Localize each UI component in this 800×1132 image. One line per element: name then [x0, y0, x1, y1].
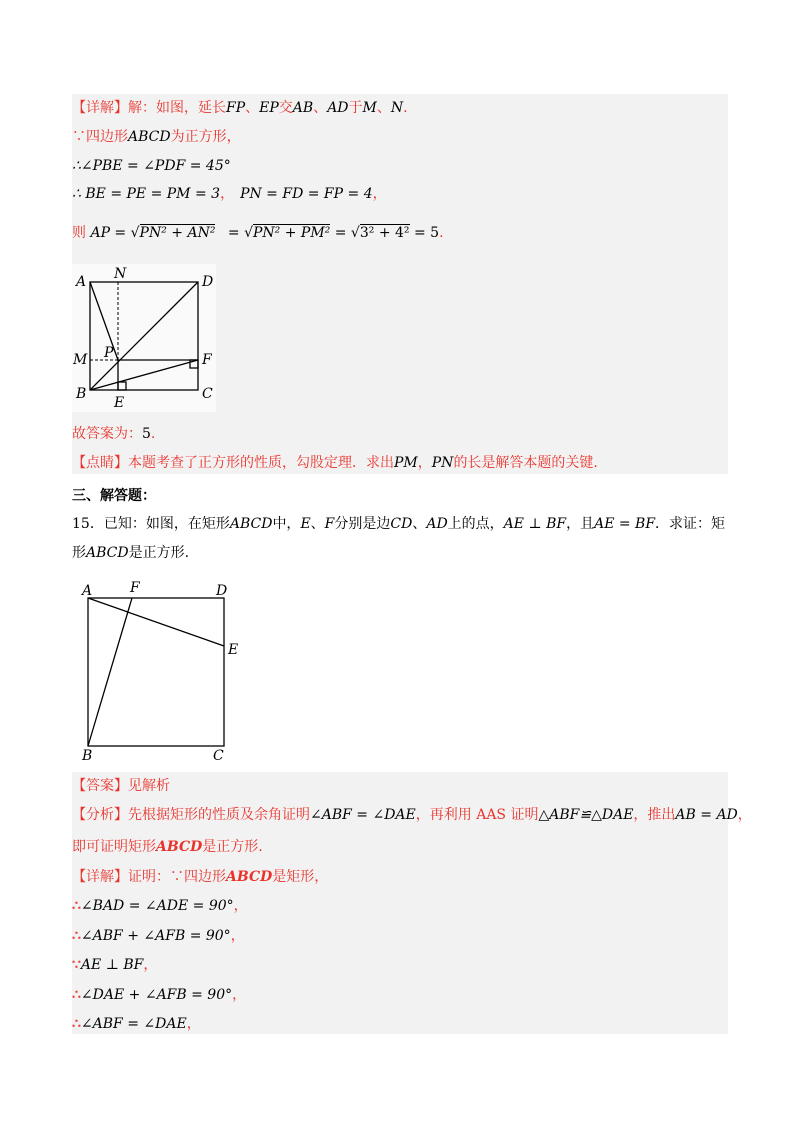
text: 证明：∵四边形 [128, 869, 226, 885]
analysis-line-2 [72, 837, 263, 857]
sqrt-1: √PN² + AN² [130, 225, 216, 241]
math: AD [327, 100, 349, 116]
problem-line-2 [72, 543, 189, 563]
label-D: D [202, 274, 214, 290]
label-A: A [76, 274, 87, 290]
label-D: D [216, 583, 228, 599]
math: ∠ABF = ∠DAE [80, 1016, 187, 1032]
sqrt-3: √3² + 4² [350, 225, 410, 241]
text: 是正方形. [128, 545, 190, 561]
math: ABCD [156, 839, 203, 855]
therefore-symbol: ∴ [72, 928, 81, 944]
text: 分别是边 [334, 516, 391, 532]
math: = [227, 225, 240, 241]
because-symbol: ∵ [72, 957, 81, 973]
text: 见解析 [128, 778, 170, 794]
analysis-line-1 [72, 805, 752, 825]
proof-step-1 [72, 896, 248, 916]
math: ∠ABF = ∠DAE [310, 807, 416, 823]
text: 、 [310, 516, 325, 532]
text: . [439, 225, 444, 241]
therefore-symbol: ∴ [72, 898, 81, 914]
text: ， [220, 186, 235, 202]
text: ，推出 [633, 807, 676, 823]
text: 先根据矩形的性质及余角证明 [128, 807, 310, 823]
label-N: N [114, 266, 127, 282]
math: CD [390, 516, 413, 532]
detail-line-2 [72, 127, 241, 147]
text: 的长是解答本题的关键. [453, 455, 598, 471]
radicand: PN² + AN² [139, 225, 216, 241]
text: ， [372, 186, 387, 202]
text: 上的点， [447, 516, 504, 532]
text: ∵四边形 [72, 129, 128, 145]
math: ∴∠PBE = ∠PDF = 45° [72, 158, 231, 174]
math: ABCD [229, 516, 273, 532]
math: ABCD [86, 545, 129, 561]
math: AE ⊥ BF [80, 957, 144, 973]
problem-line-1 [72, 514, 725, 534]
text: 、 [245, 100, 260, 116]
math: = [334, 225, 347, 241]
text: 形 [72, 545, 86, 561]
math: AE = BF [594, 516, 656, 532]
text: 是正方形. [202, 839, 263, 855]
detail-tag: 【详解】 [72, 869, 128, 885]
text: 15．已知：如图，在矩形 [72, 516, 230, 532]
text: 则 [72, 225, 86, 241]
math: AB = AD [675, 807, 738, 823]
math: PN = FD = FP = 4 [240, 186, 373, 202]
text: 是矩形， [272, 869, 329, 885]
text: ， [186, 1016, 201, 1032]
figure-rectangle-abcd-2 [76, 578, 246, 762]
radicand: PN² + PM² [253, 225, 331, 241]
text: 解：如图，延长 [128, 100, 226, 116]
text: ， [232, 987, 247, 1003]
math: AP = [90, 225, 127, 241]
math: PN [431, 455, 454, 471]
analysis-tag: 【分析】 [72, 807, 128, 823]
label-B: B [82, 748, 93, 762]
detail-line-3 [72, 156, 231, 176]
math: PM [394, 455, 418, 471]
text: 即可证明矩形 [72, 839, 156, 855]
proof-step-2 [72, 926, 245, 946]
text: 、 [412, 516, 427, 532]
text: . [150, 426, 156, 442]
label-M: M [73, 352, 88, 368]
text: ， [417, 455, 432, 471]
text: 故答案为： [72, 426, 142, 442]
therefore-symbol: ∴ [72, 987, 81, 1003]
proof-step-3 [72, 955, 157, 975]
math: N [390, 100, 404, 116]
text: 于 [348, 100, 363, 116]
section-title: 三、解答题： [72, 488, 156, 504]
math: ∴ BE = PE = PM = 3 [72, 186, 221, 202]
math: ∠BAD = ∠ADE = 90° [80, 898, 234, 914]
math: FP [226, 100, 246, 116]
text: ， [233, 898, 248, 914]
label-E: E [228, 642, 239, 658]
text: ， [230, 928, 245, 944]
text: 、 [376, 100, 391, 116]
therefore-symbol: ∴ [72, 1016, 81, 1032]
math: AD [426, 516, 448, 532]
label-F: F [130, 580, 140, 596]
math: △ABF≌△DAE [538, 807, 634, 823]
text: 为正方形， [170, 129, 241, 145]
proof-step-5 [72, 1014, 201, 1034]
sqrt-2: √PN² + PM² [244, 225, 331, 241]
comment-tag: 【点睛】 [72, 455, 128, 471]
math: M [362, 100, 377, 116]
detail-line-4 [72, 184, 387, 204]
label-A: A [82, 583, 93, 599]
text: 中， [272, 516, 301, 532]
text: 交 [278, 100, 293, 116]
label-C: C [202, 386, 213, 402]
text: . [403, 100, 408, 116]
detail-line-6 [72, 867, 328, 887]
text: ，且 [566, 516, 595, 532]
math: EP [259, 100, 279, 116]
math: ABCD [226, 869, 273, 885]
text: 、 [313, 100, 328, 116]
label-P: P [104, 345, 114, 361]
answer-tag: 【答案】 [72, 778, 128, 794]
comment-line [72, 453, 598, 473]
detail-tag: 【详解】 [72, 100, 128, 116]
math: ABCD [128, 129, 171, 145]
math: AE ⊥ BF [503, 516, 567, 532]
math: ∠ABF + ∠AFB = 90° [80, 928, 231, 944]
math: E [300, 516, 311, 532]
math: F [324, 516, 335, 532]
label-C: C [213, 748, 224, 762]
label-F: F [202, 352, 212, 368]
proof-step-4 [72, 985, 246, 1005]
label-B: B [76, 386, 87, 402]
text: 本题考查了正方形的性质，勾股定理．求出 [128, 455, 394, 471]
text: ，再利用 AAS 证明 [415, 807, 539, 823]
math: AB [292, 100, 314, 116]
math: ∠DAE + ∠AFB = 90° [80, 987, 233, 1003]
radicand: 3² + 4² [359, 225, 410, 241]
math: = 5 [413, 225, 440, 241]
answer-line-1 [72, 424, 155, 444]
figure-square-abcd-1 [72, 264, 216, 412]
text: ．求证：矩 [655, 516, 726, 532]
answer-line-2 [72, 776, 170, 796]
detail-line-5 [72, 223, 444, 243]
math: 5 [142, 426, 151, 442]
text: ， [143, 957, 158, 973]
label-E: E [114, 395, 125, 411]
detail-line-1 [72, 98, 408, 118]
text: ， [737, 807, 752, 823]
